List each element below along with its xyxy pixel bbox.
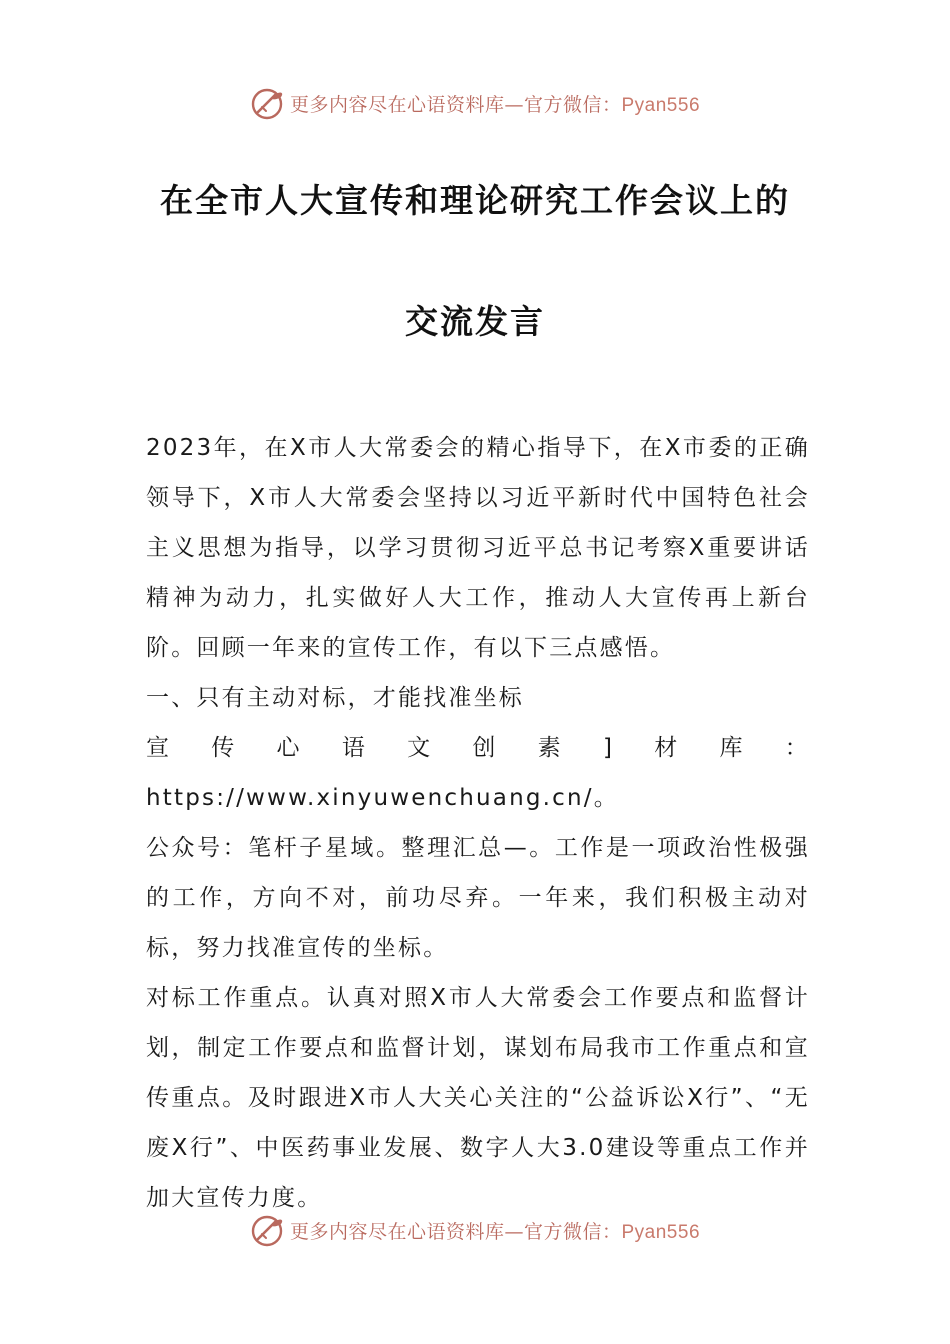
quill-logo-icon — [250, 85, 286, 121]
paragraph-source-link: 宣传心语文创素]材库：https://www.xinyuwenchuang.cn/。 — [146, 735, 810, 811]
paragraph-work-focus: 对标工作重点。认真对照X市人大常委会工作要点和监督计划，制定工作要点和监督计划，谋划布局我市工作重点和宣传重点。及时跟进X市人大关心关注的“公益诉讼X行”、“无废X行”、中医药事业发展、数字人大3.0建设等重点工作并加大宣传力度。 — [146, 985, 810, 1211]
quill-logo-icon — [250, 1212, 286, 1248]
watermark-text — [290, 1217, 700, 1244]
header-watermark — [0, 81, 950, 125]
section-heading-1: 一、只有主动对标，才能找准坐标 — [146, 685, 524, 711]
footer-watermark — [0, 1208, 950, 1252]
watermark-handle: Pyan556 — [621, 1221, 701, 1243]
paragraph-intro: 2023年，在X市人大常委会的精心指导下，在X市委的正确领导下，X市人大常委会坚持以习近平新时代中国特色社会主义思想为指导，以学习贯彻习近平总书记考察X重要讲话精神为动力，扎实做好人大工作，推动人大宣传再上新台阶。回顾一年来的宣传工作，有以下三点感悟。 — [146, 435, 810, 661]
document-title-line-1: 在全市人大宣传和理论研究工作会议上的 — [160, 181, 790, 220]
watermark-label: 更多内容尽在心语资料库—官方微信： — [289, 93, 622, 116]
watermark-handle: Pyan556 — [621, 94, 701, 116]
paragraph-public-account: 公众号：笔杆子星域。整理汇总—。工作是一项政治性极强的工作，方向不对，前功尽弃。一年来，我们积极主动对标，努力找准宣传的坐标。 — [146, 835, 810, 961]
watermark-text — [290, 90, 700, 117]
document-title-line-2: 交流发言 — [405, 302, 545, 341]
watermark-label: 更多内容尽在心语资料库—官方微信： — [289, 1220, 622, 1243]
document-body — [146, 423, 810, 1223]
